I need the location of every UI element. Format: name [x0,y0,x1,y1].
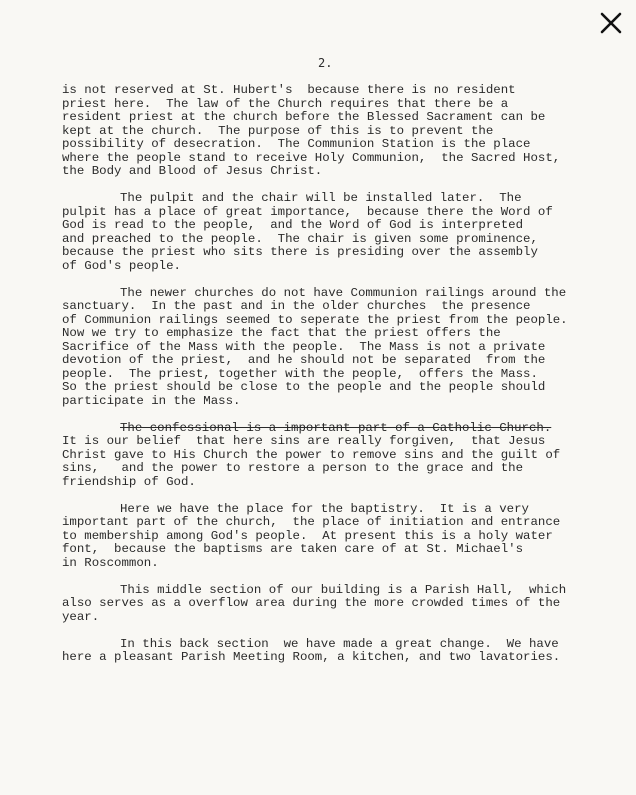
paragraph-parish-hall [62,584,622,625]
text-line: the Body and Blood of Jesus Christ. [62,164,323,178]
text-line: friendship of God. [62,474,196,489]
text-line: year. [62,609,100,624]
text-line: Christ gave to His Church the power to remove sins and the guilt of [62,447,561,462]
text-line: Sacrifice of the Mass with the people. The Mass is not a private [62,339,546,354]
text-line: of God's people. [62,258,181,273]
text-line: So the priest should be close to the people and the people should [62,380,546,394]
text-line: devotion of the priest, and he should not be separated from the [62,353,546,367]
paragraph-reservation [62,84,622,179]
text-line: font, because the baptisms are taken care of at St. Michael's [62,542,524,556]
text-line: God is read to the people, and the Word of God is interpreted [62,218,524,232]
text-line: here a pleasant Parish Meeting Room, a kitchen, and two lavatories. [62,650,561,664]
text-line: of Communion railings seemed to seperate the priest from the people. [62,312,568,327]
text-line: This middle section of our building is a Parish Hall, which [120,582,567,597]
text-line: participate in the Mass. [62,393,241,408]
paragraph-confessional [62,422,622,490]
text-line: priest here. The law of the Church requires that there be a [62,96,509,111]
text-line: sanctuary. In the past and in the older churches the presence [62,299,531,313]
text-line: also serves as a overflow area during the more crowded times of the [62,596,561,610]
text-line: because the priest who sits there is presiding over the assembly [62,245,538,259]
text-line: possibility of desecration. The Communion Station is the place [62,137,531,151]
text-line: It is our belief that here sins are really forgiven, that Jesus [62,434,546,448]
text-line: important part of the church, the place of initiation and entrance [62,515,561,529]
close-button[interactable] [598,10,624,36]
text-line: people. The priest, together with the people, offers the Mass. [62,366,538,381]
close-icon [598,10,624,36]
document-body [62,84,622,678]
text-line: sins, and the power to restore a person to the grace and the [62,461,524,475]
text-line: The pulpit and the chair will be installed later. The [120,191,522,205]
text-line: to membership among God's people. At present this is a holy water [62,528,553,543]
text-line: resident priest at the church before the Blessed Sacrament can be [62,110,546,124]
text-line: pulpit has a place of great importance, because there the Word of [62,204,553,219]
text-line: Now we try to emphasize the fact that the priest offers the [62,326,501,340]
paragraph-back-section [62,638,622,665]
text-line: In this back section we have made a great change. We have [120,636,559,651]
text-line: The newer churches do not have Communion railings around the [120,285,567,300]
text-line: in Roscommon. [62,555,159,570]
text-line: and preached to the people. The chair is given some prominence, [62,231,538,246]
paragraph-communion-railings [62,287,622,409]
page-number: 2. [318,56,333,70]
text-line: where the people stand to receive Holy Communion, the Sacred Host, [62,150,561,165]
text-line: Here we have the place for the baptistry. It is a very [120,501,529,516]
text-line: is not reserved at St. Hubert's because there is no resident [62,83,516,97]
text-line: kept at the church. The purpose of this is to prevent the [62,123,494,138]
paragraph-baptistry [62,503,622,571]
text-line: The confessional is a important part of a Catholic Church. [120,420,552,435]
paragraph-pulpit [62,192,622,273]
